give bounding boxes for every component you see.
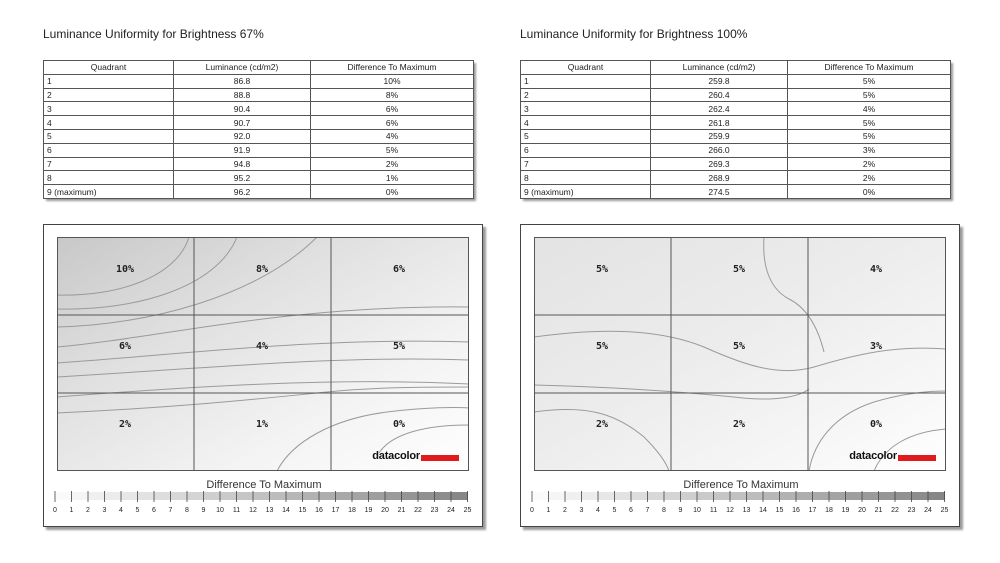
scale-swatch: [353, 492, 370, 500]
cell-luminance: 95.2: [174, 171, 311, 185]
scale-tick-label: 2: [563, 507, 567, 514]
cell-difference: 0%: [788, 185, 951, 199]
scale-tick-label: 16: [792, 507, 800, 514]
table-row: [521, 157, 951, 171]
cell-quadrant: 8: [521, 171, 651, 185]
scale-swatch: [698, 492, 715, 500]
cell-luminance: 262.4: [651, 102, 788, 116]
table-row: [44, 185, 474, 199]
scale-swatch: [912, 492, 929, 500]
cell-label: 4%: [255, 341, 269, 352]
difference-scale: [52, 491, 476, 517]
cell-luminance: 274.5: [651, 185, 788, 199]
scale-tick-label: 6: [629, 507, 633, 514]
cell-quadrant: 4: [521, 116, 651, 130]
cell-luminance: 92.0: [174, 129, 311, 143]
cell-label: 2%: [118, 419, 132, 430]
scale-tick-label: 17: [808, 507, 817, 514]
scale-swatch: [122, 492, 139, 500]
scale-swatch: [270, 492, 287, 500]
difference-scale: [529, 491, 953, 517]
cell-quadrant: 7: [521, 157, 651, 171]
scale-tick-label: 13: [265, 507, 274, 514]
scale-swatch: [303, 492, 320, 500]
cell-label: 5%: [392, 341, 406, 352]
scale-tick-label: 10: [216, 507, 224, 514]
scale-title: Difference To Maximum: [206, 479, 322, 491]
scale-swatch: [929, 492, 946, 500]
scale-tick-label: 7: [168, 507, 173, 514]
scale-tick-label: 25: [463, 507, 472, 514]
scale-tick-label: 16: [315, 507, 323, 514]
table-row: [44, 116, 474, 130]
cell-difference: 6%: [311, 116, 474, 130]
scale-swatch: [336, 492, 353, 500]
scale-swatch: [846, 492, 863, 500]
cell-quadrant: 9 (maximum): [521, 185, 651, 199]
scale-title: Difference To Maximum: [683, 479, 799, 491]
scale-tick-label: 8: [662, 507, 666, 514]
table-row: [44, 143, 474, 157]
cell-label: 10%: [115, 264, 135, 275]
scale-swatch: [797, 492, 814, 500]
scale-swatch: [813, 492, 830, 500]
scale-tick-label: 19: [364, 507, 373, 514]
cell-quadrant: 8: [44, 171, 174, 185]
scale-tick-label: 21: [874, 507, 883, 514]
cell-difference: 5%: [788, 129, 951, 143]
table-row: [521, 116, 951, 130]
scale-tick-label: 17: [331, 507, 340, 514]
uniformity-map-card: [43, 224, 483, 527]
scale-tick-label: 24: [447, 507, 455, 514]
cell-label: 5%: [595, 264, 609, 275]
table-row: [521, 171, 951, 185]
header-difference: Difference To Maximum: [788, 61, 951, 75]
scale-tick-label: 5: [135, 507, 140, 514]
scale-tick-label: 7: [645, 507, 650, 514]
table-row: [521, 129, 951, 143]
scale-swatch: [369, 492, 386, 500]
scale-swatch: [648, 492, 665, 500]
brand-text: datacolor: [849, 450, 897, 462]
scale-swatch: [731, 492, 748, 500]
table-row: [44, 88, 474, 102]
scale-tick-label: 20: [858, 507, 866, 514]
uniformity-heatmap: [57, 237, 469, 471]
cell-quadrant: 5: [44, 129, 174, 143]
scale-swatch: [896, 492, 913, 500]
scale-tick-label: 3: [102, 507, 107, 514]
scale-swatch: [237, 492, 254, 500]
cell-luminance: 259.8: [651, 74, 788, 88]
table-header-row: [44, 61, 474, 75]
scale-tick-label: 15: [775, 507, 784, 514]
scale-swatch: [386, 492, 403, 500]
cell-difference: 2%: [788, 157, 951, 171]
cell-luminance: 96.2: [174, 185, 311, 199]
cell-difference: 0%: [311, 185, 474, 199]
cell-quadrant: 3: [521, 102, 651, 116]
cell-label: 2%: [595, 419, 609, 430]
scale-tick-label: 8: [185, 507, 189, 514]
cell-luminance: 261.8: [651, 116, 788, 130]
scale-swatch: [402, 492, 419, 500]
brand-text: datacolor: [372, 450, 420, 462]
table-row: [44, 171, 474, 185]
scale-tick-label: 4: [119, 507, 123, 514]
scale-swatch: [320, 492, 337, 500]
cell-luminance: 88.8: [174, 88, 311, 102]
scale-tick-label: 11: [232, 507, 241, 514]
luminance-table: [520, 60, 950, 198]
scale-swatch: [155, 492, 172, 500]
cell-luminance: 94.8: [174, 157, 311, 171]
scale-tick-label: 14: [282, 507, 290, 514]
table-row: [521, 88, 951, 102]
header-quadrant: Quadrant: [44, 61, 174, 75]
scale-swatch: [89, 492, 106, 500]
cell-label: 3%: [869, 341, 883, 352]
panel-title: Luminance Uniformity for Brightness 100%: [520, 27, 748, 41]
scale-tick-label: 21: [397, 507, 406, 514]
cell-difference: 5%: [788, 74, 951, 88]
cell-label: 8%: [255, 264, 269, 275]
header-luminance: Luminance (cd/m2): [174, 61, 311, 75]
cell-luminance: 266.0: [651, 143, 788, 157]
cell-difference: 8%: [311, 88, 474, 102]
scale-swatch: [780, 492, 797, 500]
cell-label: 0%: [869, 419, 883, 430]
cell-quadrant: 7: [44, 157, 174, 171]
table-row: [521, 143, 951, 157]
cell-luminance: 86.8: [174, 74, 311, 88]
datacolor-logo: [372, 450, 459, 462]
datacolor-logo: [849, 450, 936, 462]
cell-label: 0%: [392, 419, 406, 430]
scale-swatch: [419, 492, 436, 500]
cell-difference: 4%: [311, 129, 474, 143]
cell-quadrant: 4: [44, 116, 174, 130]
cell-quadrant: 3: [44, 102, 174, 116]
scale-swatch: [566, 492, 583, 500]
scale-tick-label: 0: [530, 507, 534, 514]
scale-tick-label: 5: [612, 507, 617, 514]
cell-luminance: 90.7: [174, 116, 311, 130]
scale-swatch: [533, 492, 550, 500]
scale-tick-label: 2: [86, 507, 90, 514]
cell-label: 6%: [392, 264, 406, 275]
scale-tick-label: 18: [348, 507, 356, 514]
cell-luminance: 91.9: [174, 143, 311, 157]
scale-swatch: [615, 492, 632, 500]
cell-quadrant: 5: [521, 129, 651, 143]
scale-swatch: [435, 492, 452, 500]
cell-luminance: 269.3: [651, 157, 788, 171]
cell-label: 2%: [732, 419, 746, 430]
uniformity-map-card: [520, 224, 960, 527]
scale-tick-label: 22: [414, 507, 422, 514]
data-table: [520, 60, 951, 199]
cell-difference: 2%: [788, 171, 951, 185]
scale-swatch: [72, 492, 89, 500]
scale-swatch: [56, 492, 73, 500]
scale-swatch: [879, 492, 896, 500]
scale-swatch: [254, 492, 271, 500]
uniformity-panel-100: [478, 0, 958, 563]
cell-label: 1%: [255, 419, 269, 430]
data-table: [43, 60, 474, 199]
cell-quadrant: 1: [44, 74, 174, 88]
scale-swatch: [138, 492, 155, 500]
cell-difference: 4%: [788, 102, 951, 116]
cell-luminance: 90.4: [174, 102, 311, 116]
cell-luminance: 259.9: [651, 129, 788, 143]
table-row: [44, 102, 474, 116]
scale-tick-label: 4: [596, 507, 600, 514]
cell-label: 6%: [118, 341, 132, 352]
scale-swatch: [863, 492, 880, 500]
scale-swatch: [287, 492, 304, 500]
uniformity-heatmap: [534, 237, 946, 471]
scale-tick-label: 12: [249, 507, 257, 514]
cell-difference: 6%: [311, 102, 474, 116]
scale-swatch: [665, 492, 682, 500]
uniformity-panel-67: [0, 0, 480, 563]
scale-swatch: [714, 492, 731, 500]
scale-tick-label: 12: [726, 507, 734, 514]
scale-tick-label: 22: [891, 507, 899, 514]
scale-swatch: [171, 492, 188, 500]
cell-label: 4%: [869, 264, 883, 275]
cell-quadrant: 2: [44, 88, 174, 102]
scale-tick-label: 24: [924, 507, 932, 514]
cell-label: 5%: [595, 341, 609, 352]
cell-quadrant: 6: [44, 143, 174, 157]
cell-difference: 3%: [788, 143, 951, 157]
scale-swatch: [830, 492, 847, 500]
scale-tick-label: 9: [678, 507, 683, 514]
scale-swatch: [764, 492, 781, 500]
table-row: [44, 129, 474, 143]
scale-tick-label: 10: [693, 507, 701, 514]
scale-tick-label: 19: [841, 507, 850, 514]
cell-difference: 1%: [311, 171, 474, 185]
panel-title: Luminance Uniformity for Brightness 67%: [43, 27, 264, 41]
luminance-table: [43, 60, 473, 198]
cell-difference: 5%: [311, 143, 474, 157]
table-header-row: [521, 61, 951, 75]
scale-swatch: [549, 492, 566, 500]
cell-luminance: 260.4: [651, 88, 788, 102]
scale-tick-label: 9: [201, 507, 206, 514]
scale-swatch: [681, 492, 698, 500]
scale-swatch: [582, 492, 599, 500]
scale-tick-label: 15: [298, 507, 307, 514]
cell-difference: 2%: [311, 157, 474, 171]
scale-tick-label: 6: [152, 507, 156, 514]
scale-swatch: [221, 492, 238, 500]
scale-tick-label: 13: [742, 507, 751, 514]
table-row: [44, 157, 474, 171]
scale-tick-label: 3: [579, 507, 584, 514]
scale-tick-label: 18: [825, 507, 833, 514]
cell-quadrant: 1: [521, 74, 651, 88]
header-luminance: Luminance (cd/m2): [651, 61, 788, 75]
scale-swatch: [632, 492, 649, 500]
scale-swatch: [599, 492, 616, 500]
scale-tick-label: 25: [940, 507, 949, 514]
scale-swatch: [188, 492, 205, 500]
cell-label: 5%: [732, 264, 746, 275]
cell-difference: 10%: [311, 74, 474, 88]
cell-quadrant: 6: [521, 143, 651, 157]
scale-tick-label: 1: [69, 507, 74, 514]
table-row: [521, 102, 951, 116]
scale-tick-label: 1: [546, 507, 551, 514]
cell-quadrant: 2: [521, 88, 651, 102]
header-quadrant: Quadrant: [521, 61, 651, 75]
cell-difference: 5%: [788, 116, 951, 130]
scale-tick-label: 20: [381, 507, 389, 514]
table-row: [44, 74, 474, 88]
scale-swatch: [204, 492, 221, 500]
scale-tick-label: 11: [709, 507, 718, 514]
scale-tick-label: 23: [907, 507, 916, 514]
cell-luminance: 268.9: [651, 171, 788, 185]
table-row: [521, 185, 951, 199]
scale-tick-label: 14: [759, 507, 767, 514]
cell-difference: 5%: [788, 88, 951, 102]
table-row: [521, 74, 951, 88]
scale-tick-label: 23: [430, 507, 439, 514]
cell-quadrant: 9 (maximum): [44, 185, 174, 199]
cell-label: 5%: [732, 341, 746, 352]
scale-swatch: [105, 492, 122, 500]
brand-bar: [421, 455, 459, 461]
scale-swatch: [747, 492, 764, 500]
scale-swatch: [452, 492, 469, 500]
header-difference: Difference To Maximum: [311, 61, 474, 75]
scale-tick-label: 0: [53, 507, 57, 514]
brand-bar: [898, 455, 936, 461]
